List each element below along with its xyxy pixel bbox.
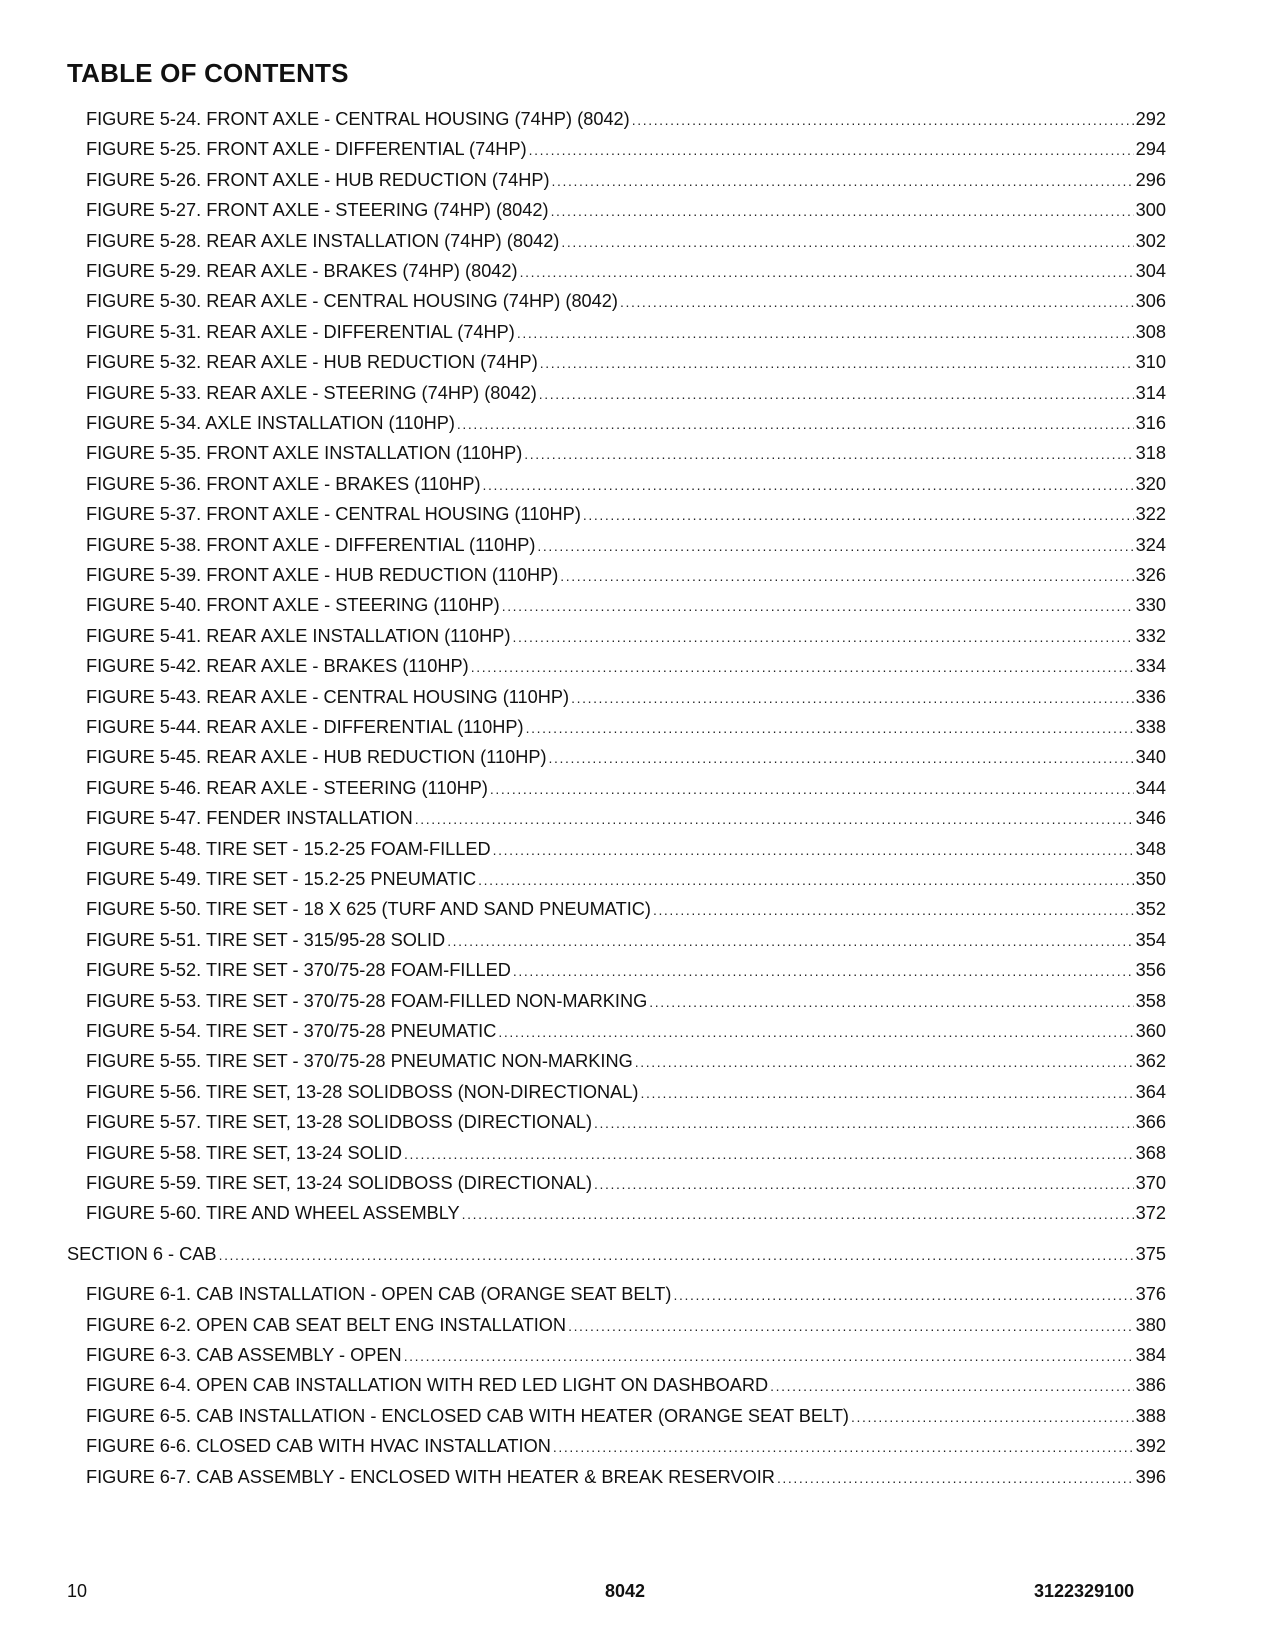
toc-entry-page: 324 — [1135, 534, 1166, 555]
dot-leader — [568, 1315, 1134, 1337]
toc-entry-label: FIGURE 5-26. FRONT AXLE - HUB REDUCTION (74HP) — [86, 169, 550, 190]
toc-entry-page: 370 — [1135, 1173, 1166, 1193]
toc-entry-label: FIGURE 6-3. CAB ASSEMBLY - OPEN — [86, 1345, 402, 1365]
toc-entry-page: 392 — [1135, 1436, 1166, 1457]
toc-entry-label: FIGURE 5-40. FRONT AXLE - STEERING (110HP) — [86, 595, 500, 616]
toc-entry-label: FIGURE 5-51. TIRE SET - 315/95-28 SOLID — [86, 929, 446, 950]
toc-entry-label: FIGURE 5-33. REAR AXLE - STEERING (74HP) (8042) — [86, 382, 537, 403]
toc-entry-page: 375 — [1135, 1243, 1166, 1264]
dot-leader — [471, 656, 1134, 678]
dot-leader — [770, 1375, 1133, 1397]
toc-entry[interactable] — [86, 1172, 1166, 1195]
dot-leader — [526, 717, 1134, 739]
toc-entry-page: 346 — [1135, 808, 1166, 829]
dot-leader — [457, 413, 1134, 435]
toc-entry-label: FIGURE 5-34. AXLE INSTALLATION (110HP) — [86, 413, 455, 433]
dot-leader — [583, 504, 1134, 526]
toc-entry[interactable] — [86, 929, 1166, 952]
toc-entry-page: 376 — [1135, 1284, 1166, 1305]
toc-entry-page: 326 — [1135, 565, 1166, 585]
dot-leader — [517, 322, 1134, 344]
toc-entry-label: FIGURE 5-29. REAR AXLE - BRAKES (74HP) (8042) — [86, 261, 518, 281]
footer-doc-number: 3122329100 — [1034, 1581, 1135, 1601]
toc-entry-page: 302 — [1135, 230, 1166, 251]
toc-entry-page: 340 — [1135, 747, 1166, 768]
toc-entry[interactable] — [86, 564, 1166, 587]
footer-model: 8042 — [605, 1581, 646, 1601]
toc-entry-label: FIGURE 5-45. REAR AXLE - HUB REDUCTION (110HP) — [86, 747, 547, 768]
toc-entry[interactable] — [86, 382, 1166, 405]
toc-entry-page: 348 — [1135, 838, 1166, 859]
toc-entry[interactable] — [86, 442, 1166, 465]
toc-entry[interactable] — [86, 1314, 1166, 1337]
toc-entry[interactable] — [86, 1374, 1166, 1397]
toc-entry-page: 356 — [1135, 960, 1166, 981]
dot-leader — [502, 595, 1134, 617]
toc-entry-page: 372 — [1135, 1203, 1166, 1224]
toc-entry-label: FIGURE 5-60. TIRE AND WHEEL ASSEMBLY — [86, 1203, 460, 1224]
toc-entry-page: 360 — [1135, 1021, 1166, 1041]
dot-leader — [551, 200, 1134, 222]
dot-leader — [490, 778, 1134, 800]
toc-entry-page: 294 — [1135, 139, 1166, 160]
dot-leader — [478, 869, 1134, 891]
toc-entry-label: FIGURE 5-46. REAR AXLE - STEERING (110HP) — [86, 777, 488, 798]
toc-entry[interactable] — [86, 108, 1166, 131]
dot-leader — [404, 1143, 1134, 1165]
toc-entry-page: 322 — [1135, 504, 1166, 525]
toc-entry[interactable] — [86, 898, 1166, 921]
toc-entry-label: FIGURE 5-25. FRONT AXLE - DIFFERENTIAL (74HP) — [86, 139, 527, 160]
toc-entry-label: FIGURE 6-5. CAB INSTALLATION - ENCLOSED CAB WITH HEATER (ORANGE SEAT BELT) — [86, 1405, 849, 1426]
toc-entry-label: FIGURE 5-53. TIRE SET - 370/75-28 FOAM-FILLED NON-MARKING — [86, 990, 648, 1011]
toc-entry[interactable] — [86, 230, 1166, 253]
toc-entry-page: 310 — [1135, 352, 1166, 373]
toc-entry[interactable] — [86, 1202, 1166, 1225]
toc-entry[interactable] — [86, 807, 1166, 830]
toc-entry[interactable] — [86, 655, 1166, 678]
toc-entry-label: FIGURE 5-50. TIRE SET - 18 X 625 (TURF AND SAND PNEUMATIC) — [86, 899, 651, 920]
toc-entry-page: 318 — [1135, 443, 1166, 464]
toc-entry-page: 344 — [1135, 777, 1166, 798]
toc-entry-label: FIGURE 5-41. REAR AXLE INSTALLATION (110HP) — [86, 625, 511, 646]
toc-entry-page: 316 — [1135, 413, 1166, 433]
toc-entry-label: FIGURE 5-54. TIRE SET - 370/75-28 PNEUMATIC — [86, 1021, 497, 1041]
toc-entry-label: FIGURE 5-57. TIRE SET, 13-28 SOLIDBOSS (DIRECTIONAL) — [86, 1112, 593, 1133]
dot-leader — [561, 231, 1133, 253]
footer-page-number: 10 — [67, 1581, 88, 1601]
toc-entry[interactable] — [86, 838, 1166, 861]
toc-entry-label: FIGURE 6-4. OPEN CAB INSTALLATION WITH RED LED LIGHT ON DASHBOARD — [86, 1375, 769, 1396]
toc-entry-page: 292 — [1135, 109, 1166, 129]
toc-entry[interactable] — [86, 1020, 1166, 1043]
toc-entry[interactable] — [86, 1435, 1166, 1458]
toc-entry-page: 304 — [1135, 261, 1166, 281]
toc-entry-page: 334 — [1135, 656, 1166, 677]
dot-leader — [513, 960, 1134, 982]
toc-entry-page: 306 — [1135, 291, 1166, 312]
dot-leader — [483, 474, 1134, 496]
toc-entry-page: 362 — [1135, 1051, 1166, 1072]
toc-entry-label: FIGURE 5-37. FRONT AXLE - CENTRAL HOUSING (110HP) — [86, 504, 581, 525]
toc-entry-label: FIGURE 5-38. FRONT AXLE - DIFFERENTIAL (110HP) — [86, 534, 536, 555]
dot-leader — [632, 109, 1134, 131]
toc-entry-label: FIGURE 5-42. REAR AXLE - BRAKES (110HP) — [86, 656, 469, 677]
toc-entry[interactable] — [86, 777, 1166, 800]
toc-entry-page: 366 — [1135, 1112, 1166, 1133]
dot-leader — [553, 1436, 1134, 1458]
toc-entry-page: 320 — [1135, 473, 1166, 494]
toc-entry[interactable] — [86, 1283, 1166, 1306]
dot-leader — [404, 1345, 1134, 1367]
dot-leader — [552, 170, 1134, 192]
toc-entry-label: FIGURE 5-47. FENDER INSTALLATION — [86, 808, 413, 829]
toc-entry[interactable] — [86, 686, 1166, 709]
dot-leader — [635, 1051, 1134, 1073]
toc-entry-label: FIGURE 5-58. TIRE SET, 13-24 SOLID — [86, 1142, 403, 1163]
toc-entry-page: 384 — [1135, 1345, 1166, 1365]
dot-leader — [539, 383, 1134, 405]
toc-entry[interactable] — [86, 594, 1166, 617]
toc-entry[interactable] — [86, 473, 1166, 496]
toc-entry[interactable] — [86, 868, 1166, 891]
toc-entry[interactable] — [86, 746, 1166, 769]
toc-entry[interactable] — [86, 1344, 1166, 1367]
toc-entry-label: FIGURE 5-27. FRONT AXLE - STEERING (74HP) (8042) — [86, 200, 549, 221]
toc-entry-page: 350 — [1135, 869, 1166, 889]
dot-leader — [537, 535, 1133, 557]
toc-entry-label: FIGURE 5-39. FRONT AXLE - HUB REDUCTION (110HP) — [86, 565, 559, 585]
dot-leader — [594, 1112, 1134, 1134]
toc-entry-label: FIGURE 5-49. TIRE SET - 15.2-25 PNEUMATIC — [86, 869, 477, 889]
toc-entry-page: 388 — [1135, 1405, 1166, 1426]
toc-entry-label: SECTION 6 - CAB — [67, 1243, 217, 1264]
page-title: TABLE OF CONTENTS — [67, 58, 349, 88]
toc-entry-page: 368 — [1135, 1142, 1166, 1163]
toc-entry-page: 336 — [1135, 686, 1166, 707]
toc-entry-label: FIGURE 5-59. TIRE SET, 13-24 SOLIDBOSS (DIRECTIONAL) — [86, 1173, 593, 1193]
toc-entry-label: FIGURE 5-43. REAR AXLE - CENTRAL HOUSING (110HP) — [86, 686, 570, 707]
dot-leader — [673, 1284, 1133, 1306]
toc-entry-label: FIGURE 5-28. REAR AXLE INSTALLATION (74HP) (8042) — [86, 230, 560, 251]
dot-leader — [415, 808, 1134, 830]
toc-entry[interactable] — [86, 321, 1166, 344]
toc-entry-label: FIGURE 5-30. REAR AXLE - CENTRAL HOUSING (74HP) (8042) — [86, 291, 618, 312]
toc-entry-page: 354 — [1135, 929, 1166, 950]
dot-leader — [219, 1244, 1134, 1266]
toc-entry[interactable] — [86, 959, 1166, 982]
toc-entry-page: 338 — [1135, 717, 1166, 737]
toc-entry[interactable] — [86, 716, 1166, 739]
dot-leader — [594, 1173, 1134, 1195]
toc-entry[interactable] — [86, 290, 1166, 313]
toc-entry-page: 300 — [1135, 200, 1166, 221]
toc-entry[interactable] — [86, 199, 1166, 222]
toc-entry-label: FIGURE 5-56. TIRE SET, 13-28 SOLIDBOSS (NON-DIRECTIONAL) — [86, 1081, 639, 1102]
dot-leader — [462, 1203, 1134, 1225]
toc-entry-label: FIGURE 6-6. CLOSED CAB WITH HVAC INSTALLATION — [86, 1436, 551, 1457]
toc-entry-label: FIGURE 5-35. FRONT AXLE INSTALLATION (110HP) — [86, 443, 523, 464]
toc-entry-page: 364 — [1135, 1081, 1166, 1102]
toc-entry-label: FIGURE 6-1. CAB INSTALLATION - OPEN CAB (ORANGE SEAT BELT) — [86, 1284, 672, 1305]
toc-entry-page: 308 — [1135, 321, 1166, 342]
toc-entry-label: FIGURE 5-32. REAR AXLE - HUB REDUCTION (74HP) — [86, 352, 538, 373]
dot-leader — [540, 352, 1134, 374]
toc-entry-label: FIGURE 6-7. CAB ASSEMBLY - ENCLOSED WITH HEATER & BREAK RESERVOIR — [86, 1466, 775, 1487]
dot-leader — [560, 565, 1133, 587]
toc-entry-label: FIGURE 5-52. TIRE SET - 370/75-28 FOAM-FILLED — [86, 960, 511, 981]
toc-entry[interactable] — [86, 990, 1166, 1013]
toc-entry[interactable] — [86, 138, 1166, 161]
toc-entry-label: FIGURE 5-55. TIRE SET - 370/75-28 PNEUMATIC NON-MARKING — [86, 1051, 633, 1072]
toc-entry-page: 386 — [1135, 1375, 1166, 1396]
toc-entry-label: FIGURE 5-36. FRONT AXLE - BRAKES (110HP) — [86, 473, 481, 494]
dot-leader — [620, 291, 1134, 313]
toc-entry[interactable] — [86, 260, 1166, 283]
toc-entry-page: 380 — [1135, 1314, 1166, 1335]
dot-leader — [549, 747, 1134, 769]
toc-entry-page: 296 — [1135, 169, 1166, 190]
dot-leader — [498, 1021, 1133, 1043]
dot-leader — [524, 443, 1133, 465]
toc-entry[interactable] — [86, 1081, 1166, 1104]
toc-entry-label: FIGURE 5-31. REAR AXLE - DIFFERENTIAL (74HP) — [86, 321, 515, 342]
dot-leader — [571, 687, 1134, 709]
toc-entry[interactable] — [86, 1466, 1166, 1489]
dot-leader — [447, 930, 1133, 952]
dot-leader — [513, 626, 1134, 648]
dot-leader — [777, 1467, 1134, 1489]
toc-entry-label: FIGURE 5-48. TIRE SET - 15.2-25 FOAM-FILLED — [86, 838, 491, 859]
toc-entry[interactable] — [86, 1111, 1166, 1134]
toc-entry[interactable] — [86, 503, 1166, 526]
dot-leader — [851, 1406, 1134, 1428]
toc-entry-page: 330 — [1135, 595, 1166, 616]
toc-entry-label: FIGURE 5-44. REAR AXLE - DIFFERENTIAL (110HP) — [86, 717, 524, 737]
toc-entry[interactable] — [86, 1142, 1166, 1165]
toc-entry[interactable] — [86, 412, 1166, 435]
toc-entry[interactable] — [86, 169, 1166, 192]
dot-leader — [529, 139, 1134, 161]
toc-entry-page: 314 — [1135, 382, 1166, 403]
toc-entry-page: 332 — [1135, 625, 1166, 646]
toc-section-entry[interactable] — [67, 1243, 1166, 1266]
dot-leader — [520, 261, 1134, 283]
dot-leader — [649, 991, 1133, 1013]
toc-entry-page: 352 — [1135, 899, 1166, 920]
toc-entry[interactable] — [86, 1405, 1166, 1428]
toc-entry[interactable] — [86, 534, 1166, 557]
toc-entry[interactable] — [86, 351, 1166, 374]
toc-entry-page: 396 — [1135, 1466, 1166, 1487]
toc-entry-label: FIGURE 5-24. FRONT AXLE - CENTRAL HOUSING (74HP) (8042) — [86, 109, 630, 129]
dot-leader — [493, 839, 1134, 861]
dot-leader — [653, 899, 1134, 921]
toc-entry[interactable] — [86, 625, 1166, 648]
toc-entry[interactable] — [86, 1050, 1166, 1073]
toc-entry-page: 358 — [1135, 990, 1166, 1011]
dot-leader — [641, 1082, 1134, 1104]
toc-entry-label: FIGURE 6-2. OPEN CAB SEAT BELT ENG INSTALLATION — [86, 1314, 567, 1335]
